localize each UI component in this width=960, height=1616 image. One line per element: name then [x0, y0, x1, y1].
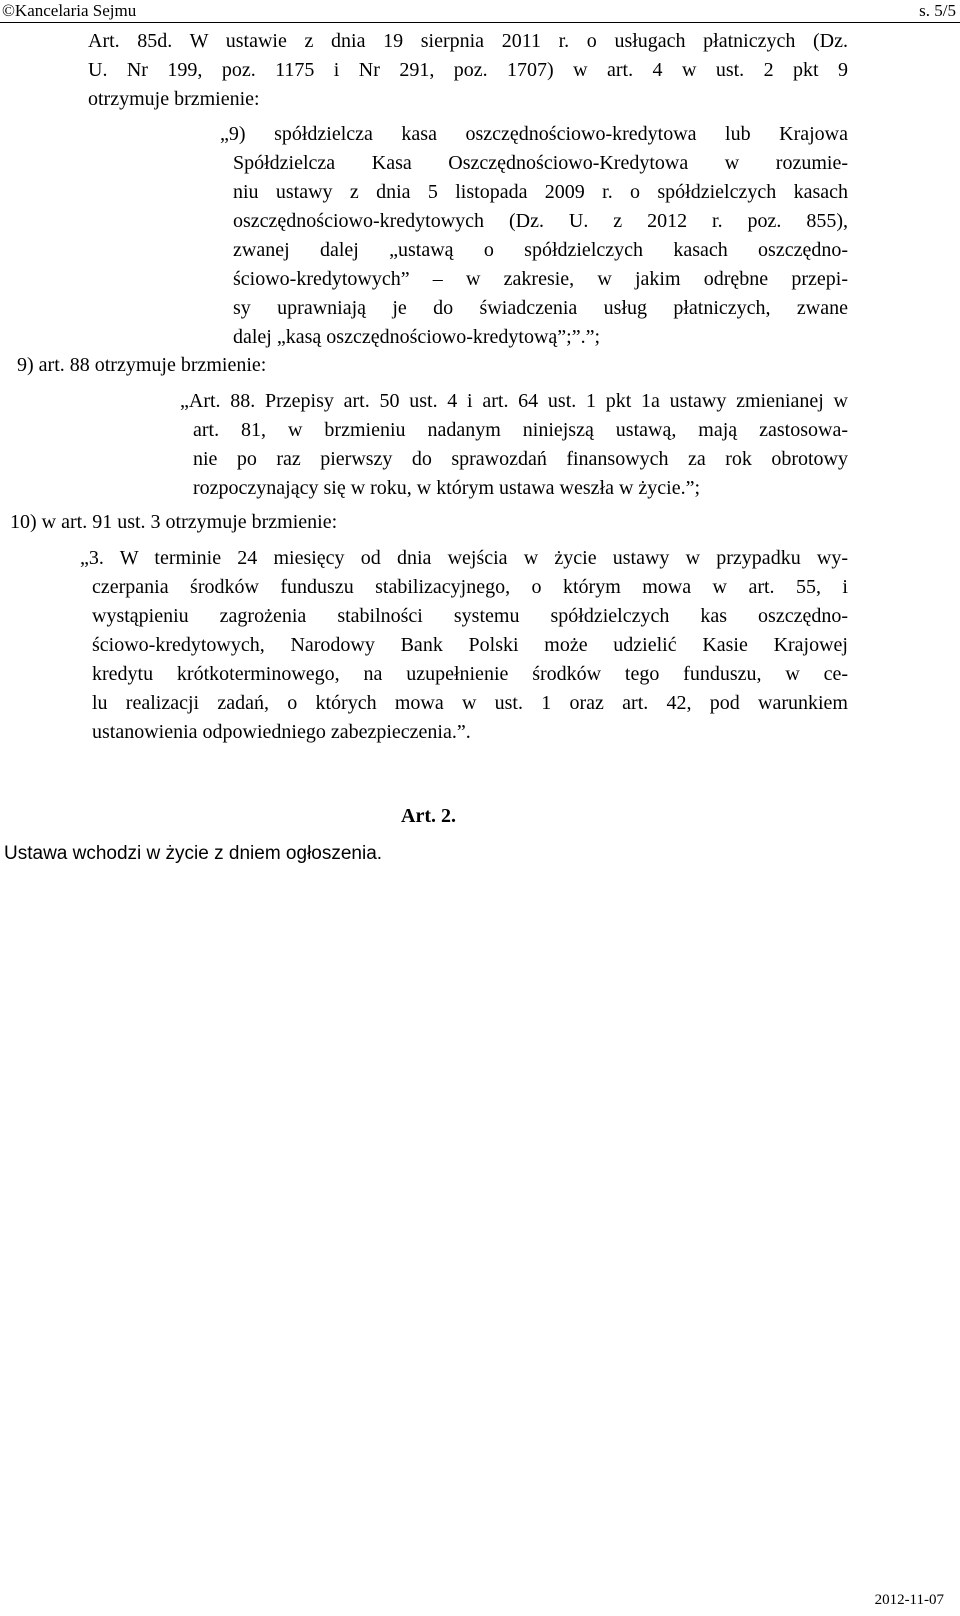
point-9-intro: 9) art. 88 otrzymuje brzmienie:: [17, 354, 267, 376]
text-line: „9) spółdzielcza kasa oszczędnościowo-kredytowa lub Krajowa: [220, 123, 848, 145]
text-line: dalej „kasą oszczędnościowo-kredytową”;”.”;: [233, 326, 601, 348]
text-line: rozpoczynający się w roku, w którym ustawa weszła w życie.”;: [193, 477, 701, 499]
text-line: „3. W terminie 24 miesięcy od dnia wejścia w życie ustawy w przypadku wy-: [80, 547, 848, 569]
article-85d-quote: [220, 120, 848, 352]
text-line: sy uprawniają je do świadczenia usług płatniczych, zwane: [233, 297, 848, 319]
text-line: ustanowienia odpowiedniego zabezpieczenia.”.: [92, 721, 471, 743]
page-number: s. 5/5: [919, 1, 956, 20]
article-2-heading: Art. 2.: [401, 805, 456, 827]
text-line: ściowo-kredytowych, Narodowy Bank Polski może udzielić Kasie Krajowej: [92, 634, 848, 656]
point-9-quote: [180, 387, 848, 503]
footer-date: 2012-11-07: [874, 1592, 944, 1608]
text-line: Art. 85d. W ustawie z dnia 19 sierpnia 2011 r. o usługach płatniczych (Dz.: [88, 30, 848, 52]
text-line: zwanej dalej „ustawą o spółdzielczych kasach oszczędno-: [233, 239, 848, 261]
point-10-intro: 10) w art. 91 ust. 3 otrzymuje brzmienie:: [10, 511, 338, 533]
text-line: kredytu krótkoterminowego, na uzupełnienie środków tego funduszu, w ce-: [92, 663, 848, 685]
text-line: czerpania środków funduszu stabilizacyjnego, o którym mowa w art. 55, i: [92, 576, 848, 598]
text-line: Spółdzielcza Kasa Oszczędnościowo-Kredytowa w rozumie-: [233, 152, 848, 174]
text-line: wystąpieniu zagrożenia stabilności systemu spółdzielczych kas oszczędno-: [92, 605, 848, 627]
text-line: otrzymuje brzmienie:: [88, 88, 260, 110]
text-line: U. Nr 199, poz. 1175 i Nr 291, poz. 1707) w art. 4 w ust. 2 pkt 9: [88, 59, 848, 81]
text-line: lu realizacji zadań, o których mowa w ust. 1 oraz art. 42, pod warunkiem: [92, 692, 848, 714]
point-10-quote: [80, 544, 848, 747]
text-line: art. 81, w brzmieniu nadanym niniejszą ustawą, mają zastosowa-: [193, 419, 848, 441]
text-line: oszczędnościowo-kredytowych (Dz. U. z 2012 r. poz. 855),: [233, 210, 848, 232]
text-line: „Art. 88. Przepisy art. 50 ust. 4 i art. 64 ust. 1 pkt 1a ustawy zmienianej w: [180, 390, 848, 412]
text-line: ściowo-kredytowych” – w zakresie, w jakim odrębne przepi-: [233, 268, 848, 290]
page-header: [0, 0, 960, 23]
text-line: nie po raz pierwszy do sprawozdań finansowych za rok obrotowy: [193, 448, 848, 470]
text-line: niu ustawy z dnia 5 listopada 2009 r. o spółdzielczych kasach: [233, 181, 848, 203]
article-2-text: Ustawa wchodzi w życie z dniem ogłoszenia.: [4, 843, 383, 864]
article-85d-intro: [88, 27, 848, 114]
header-publisher: ©Kancelaria Sejmu: [2, 1, 137, 20]
